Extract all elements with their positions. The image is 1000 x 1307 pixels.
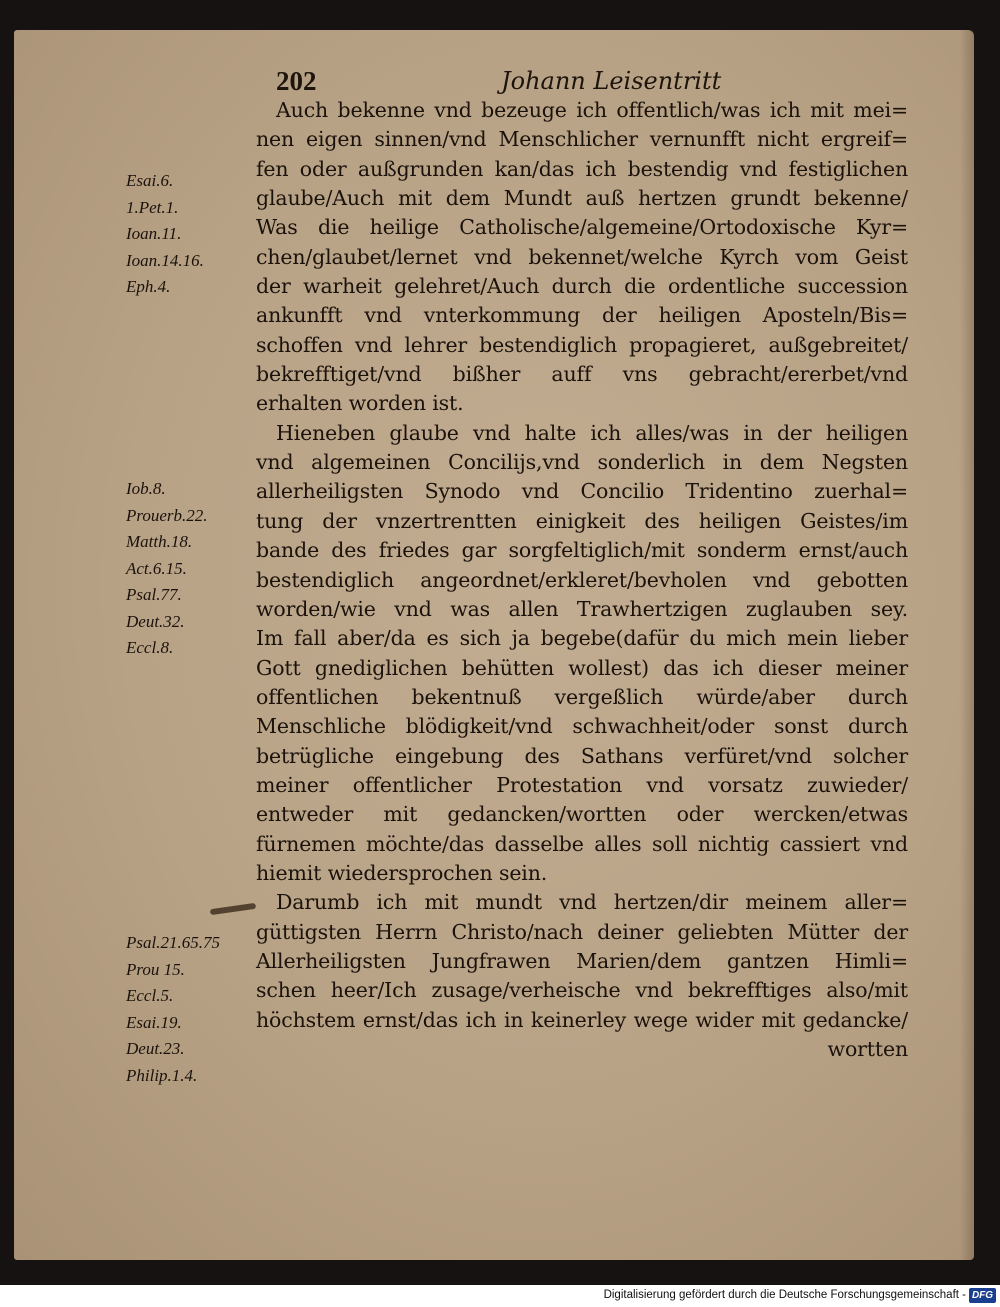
text-line: entweder mit gedancken/wortten oder wercken/etwas: [256, 802, 908, 827]
margin-note: Deut.23.: [126, 1039, 185, 1058]
margin-note: Esai.19.: [126, 1012, 182, 1032]
text-line: Gott gnediglichen behütten wollest) das ich dieser meiner: [256, 655, 908, 680]
text-line: nen eigen sinnen/vnd Menschlicher vernunfft nicht ergreif=: [256, 127, 908, 152]
margin-notes-group-3: [126, 930, 266, 1089]
text-line: Hieneben glaube vnd halte ich alles/was in der heiligen: [276, 420, 908, 445]
funding-credit: Digitalisierung gefördert durch die Deutsche Forschungsgemeinschaft -: [603, 1289, 966, 1301]
margin-note: Prouerb.22.: [126, 505, 208, 525]
text-line: fen oder außgrunden kan/das ich bestendig vnd festiglichen: [256, 156, 908, 181]
text-line: meiner offentlicher Protestation vnd vorsatz zuwieder/: [256, 772, 908, 797]
margin-note: Psal.77.: [126, 585, 182, 604]
margin-note: Iob.8.: [126, 479, 166, 498]
text-line: vnd algemeinen Concilijs,vnd sonderlich in dem Negsten: [256, 450, 908, 475]
text-line: Menschliche blödigkeit/vnd schwachheit/oder sonst durch: [256, 714, 908, 739]
text-line: Im fall aber/da es sich ja begebe(dafür du mich mein lieber: [256, 626, 908, 651]
margin-note: Matth.18.: [126, 532, 193, 551]
margin-note: Eph.4.: [126, 277, 171, 296]
margin-note: Ioan.14.16.: [126, 250, 204, 270]
text-line: der warheit gelehret/Auch durch die ordentliche succession: [256, 274, 908, 299]
margin-note: Psal.21.65.75: [126, 933, 220, 952]
text-line: Allerheiligsten Jungfrawen Marien/dem gantzen Himli=: [256, 948, 908, 973]
margin-note: Eccl.5.: [126, 986, 174, 1005]
text-line: Darumb ich mit mundt vnd hertzen/dir meinem aller=: [276, 890, 908, 915]
text-line: ankunfft vnd vnterkommung der heiligen Aposteln/Bis=: [256, 303, 908, 328]
text-line: erhalten worden ist.: [256, 391, 464, 416]
margin-note: Prou 15.: [126, 959, 185, 979]
text-line: fürnemen möchte/das dasselbe alles soll nichtig cassiert vnd: [256, 831, 908, 856]
text-line: schoffen vnd lehrer bestendiglich propagieret, außgebreitet/: [256, 332, 908, 357]
dfg-logo: DFG: [969, 1288, 996, 1303]
text-line: bekrefftiget/vnd bißher auff vns gebracht/ererbet/vnd: [256, 362, 908, 387]
margin-note: Esai.6.: [126, 171, 174, 190]
margin-note: Deut.32.: [126, 611, 185, 631]
margin-note: Ioan.11.: [126, 224, 182, 243]
text-line: schen heer/Ich zusage/verheische vnd bekrefftiges also/mit: [256, 978, 908, 1003]
margin-note: Eccl.8.: [126, 638, 174, 657]
text-line: Auch bekenne vnd bezeuge ich offentlich/was ich mit mei=: [276, 98, 908, 122]
body-text: [256, 96, 908, 1064]
text-line: chen/glaubet/lernet vnd bekennet/welche Kyrch vom Geist: [256, 244, 908, 269]
text-line: betrügliche eingebung des Sathans verfüret/vnd solcher: [256, 743, 908, 768]
page-number: 202: [276, 66, 317, 96]
text-line: Was die heilige Catholische/algemeine/Ortodoxische Kyr=: [256, 215, 908, 240]
text-line: hiemit wiedersprochen sein.: [256, 860, 548, 885]
footer-bar: [0, 1285, 1000, 1307]
text-line: bande des friedes gar sorgfeltiglich/mit sonderm ernst/auch: [256, 538, 908, 563]
text-line: güttigsten Herrn Christo/nach deiner geliebten Mütter der: [256, 919, 908, 944]
text-line: glaube/Auch mit dem Mundt auß hertzen grundt bekenne/: [256, 186, 908, 211]
margin-note: 1.Pet.1.: [126, 197, 179, 217]
text-line: höchstem ernst/das ich in keinerley wege wider mit gedancke/: [256, 1007, 908, 1032]
text-line: tung der vnzertrentten einigkeit des heiligen Geistes/im: [256, 508, 908, 533]
margin-note: Philip.1.4.: [126, 1065, 198, 1085]
page-header: [276, 66, 836, 100]
text-line: allerheiligsten Synodo vnd Concilio Tridentino zuerhal=: [256, 479, 908, 504]
margin-notes-group-1: [126, 168, 266, 301]
text-line: worden/wie vnd was allen Trawhertzigen zuglauben sey.: [256, 596, 908, 621]
catchword: wortten: [827, 1037, 908, 1061]
margin-note: Act.6.15.: [126, 558, 187, 578]
running-head: Johann Leisentritt: [501, 67, 722, 95]
margin-notes-group-2: [126, 476, 266, 662]
text-line: bestendiglich angeordnet/erkleret/bevholen vnd gebotten: [256, 567, 908, 592]
text-line: offentlichen bekentnuß vergeßlich würde/aber durch: [256, 684, 908, 709]
page-edge-shadow: [960, 30, 974, 1260]
